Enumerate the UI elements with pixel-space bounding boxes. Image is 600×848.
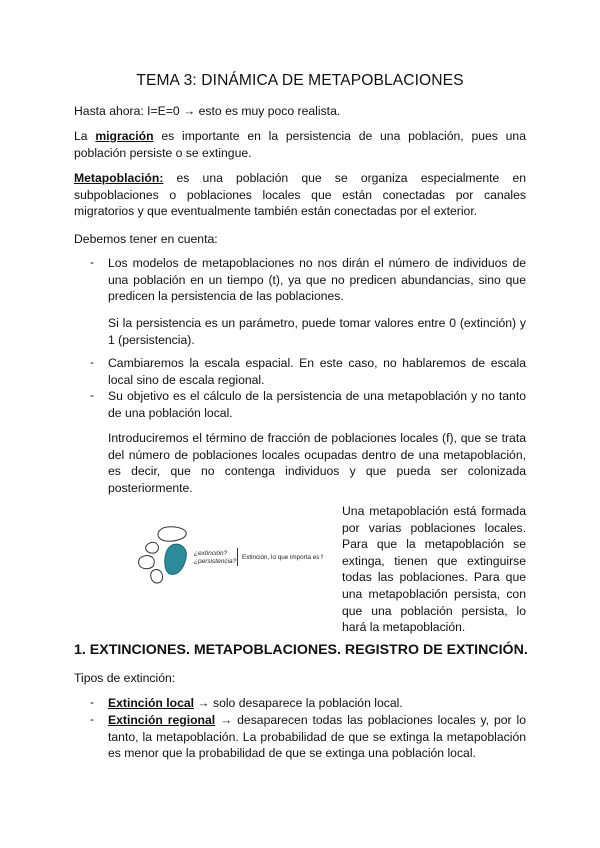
bullet-item: Cambiaremos la escala espacial. En este caso, no hablaremos de escala local sino de escala regional. (108, 356, 526, 387)
bullet-dash: - (90, 255, 95, 269)
metapoblacion-definition (74, 170, 526, 220)
bullet-dash: - (90, 695, 95, 709)
patch-left-mid (139, 556, 155, 569)
migracion-term: migración (95, 129, 154, 143)
patch-teal (165, 544, 187, 574)
patch-left-top (146, 542, 159, 553)
page-title: TEMA 3: DINÁMICA DE METAPOBLACIONES (136, 72, 464, 89)
extincion-regional-term: Extinción regional (108, 713, 216, 727)
migracion-text: es importante en la persistencia de una población, pues una población persiste o se extingue. (74, 129, 526, 160)
figure-caption: Una metapoblación está formada por varias poblaciones locales. Para que la metapoblación se extinga, tienen que extinguirse todas las poblaciones. Para que una metapoblación persista, con que una población persista, lo hará la metapoblación. (342, 504, 526, 635)
bullet-item: Su objetivo es el cálculo de la persistencia de una metapoblación y no tanto de una población local. (108, 389, 526, 420)
tipos-de-extincion: Tipos de extinción: (74, 671, 176, 685)
migracion-prefix: La (74, 129, 96, 143)
extincion-regional-text: → desaparecen todas las poblaciones locales y, por lo tanto, la metapoblación. La probabilidad de que se extinga la metapoblación es menor que la probabilidad de que se extinga una población local. (108, 713, 526, 761)
metapoblacion-term: Metapoblación: (74, 171, 164, 185)
extincion-local-item (108, 695, 526, 712)
extincion-local-text: → solo desaparece la población local. (194, 696, 403, 710)
bullet-dash: - (90, 388, 95, 402)
metapopulation-figure (120, 520, 332, 590)
extincion-regional-item (108, 712, 526, 762)
bullet-dash: - (90, 712, 95, 726)
patch-top (158, 527, 186, 541)
tener-en-cuenta: Debemos tener en cuenta: (74, 232, 218, 246)
extincion-local-term: Extinción local (108, 696, 195, 710)
figure-label-line2: ¿persistencia? (194, 558, 237, 565)
bullet-continuation: Introduciremos el término de fracción de poblaciones locales (f), que se trata del número de poblaciones locales ocupadas dentro de una metapoblación, es decir, que no contenga individuos y que pueda ser colonizada posteriormente. (108, 431, 526, 495)
metapoblacion-text: es una población que se organiza especialmente en subpoblaciones o poblaciones locales que están conectadas por canales migratorios y que eventualmente también están conectadas por el exterior. (74, 171, 526, 219)
figure-bracket (237, 548, 238, 566)
bullet-item: Los modelos de metapoblaciones no nos dirán el número de individuos de una población en un tiempo (t), ya que no predicen abundancias, sino que predicen la persistencia de las poblaciones. (108, 256, 526, 304)
figure-label-line1: ¿extinción? (194, 550, 228, 557)
section-heading: 1. EXTINCIONES. METAPOBLACIONES. REGISTRO DE EXTINCIÓN. (74, 642, 528, 658)
figure-label-left (194, 550, 236, 566)
bullet-dash: - (90, 355, 95, 369)
intro-paragraph: Hasta ahora: I=E=0 → esto es muy poco realista. (74, 104, 341, 118)
migracion-paragraph (74, 128, 526, 161)
patch-bottom (151, 570, 163, 583)
figure-label-right: Extinción, lo que importa es f (242, 554, 323, 561)
bullet-continuation: Si la persistencia es un parámetro, puede tomar valores entre 0 (extinción) y 1 (persistencia). (108, 316, 526, 347)
